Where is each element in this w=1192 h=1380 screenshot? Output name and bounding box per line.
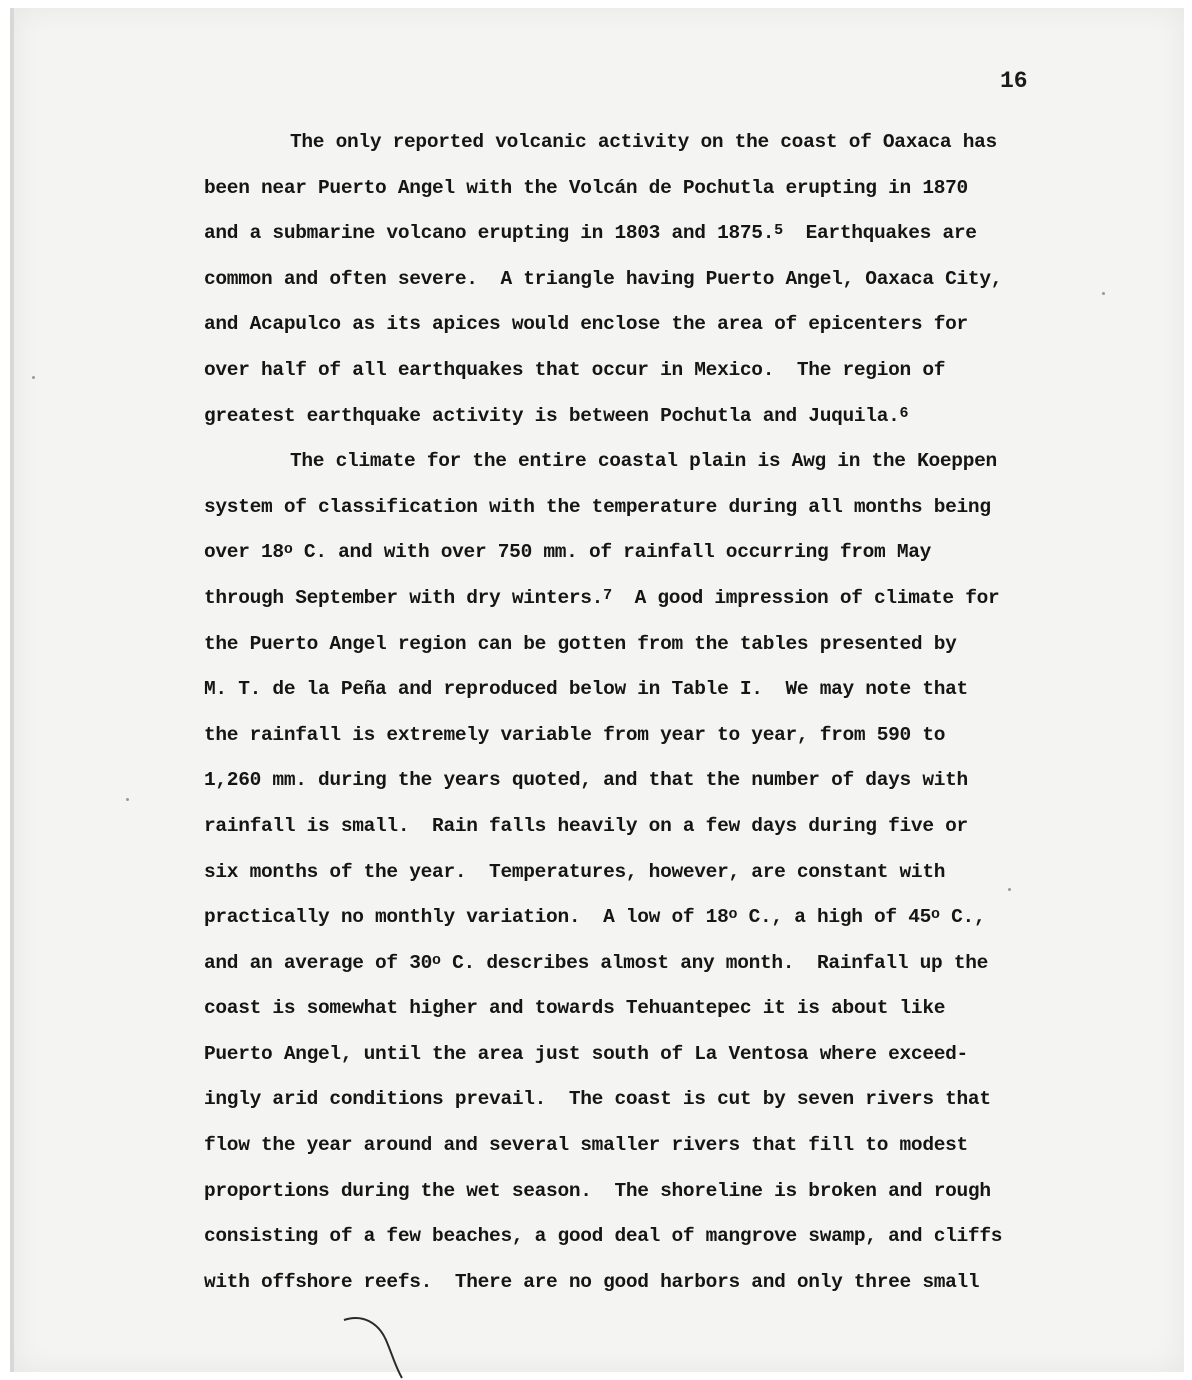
text-segment: C., [939, 906, 986, 929]
text-segment: greatest earthquake activity is between Pochutla and Juquila. [204, 404, 900, 427]
text-segment: C. describes almost any month. Rainfall up the [440, 951, 989, 974]
text-segment: and an average of 30 [204, 951, 433, 974]
text-line [204, 530, 1014, 576]
text-line: over half of all earthquakes that occur in Mexico. The region of [204, 358, 946, 381]
text-line: The only reported volcanic activity on the coast of Oaxaca has [290, 131, 997, 153]
text-segment: practically no monthly variation. A low of 18 [204, 906, 729, 929]
text-line [204, 941, 1014, 987]
text-line: coast is somewhat higher and towards Tehuantepec it is about like [204, 997, 946, 1020]
dust-speck [1102, 292, 1105, 295]
footnote-marker: 6 [899, 404, 909, 422]
degree-symbol: o [283, 541, 293, 559]
text-segment: C., a high of 45 [737, 906, 932, 929]
dust-speck [1008, 888, 1011, 891]
text-segment: C. and with over 750 mm. of rainfall occurring from May [292, 541, 932, 564]
footnote-marker: 7 [603, 586, 612, 604]
text-segment: over 18 [204, 541, 284, 564]
text-line: The climate for the entire coastal plain is Awg in the Koeppen [290, 450, 997, 473]
text-line [204, 394, 1014, 440]
text-line: Puerto Angel, until the area just south of La Ventosa where exceed- [204, 1042, 968, 1065]
text-line: flow the year around and several smaller rivers that fill to modest [204, 1134, 968, 1157]
document-page [10, 8, 1184, 1372]
pen-mark [342, 1314, 412, 1380]
text-line: system of classification with the temperature during all months being [204, 495, 991, 518]
text-line [204, 211, 1014, 257]
text-line: common and often severe. A triangle having Puerto Angel, Oaxaca City, [204, 267, 1003, 290]
dust-speck [32, 376, 35, 379]
text-line: 1,260 mm. during the years quoted, and that the number of days with [204, 769, 968, 792]
dust-speck [126, 798, 129, 801]
text-line: ingly arid conditions prevail. The coast is cut by seven rivers that [204, 1088, 991, 1111]
text-line: six months of the year. Temperatures, however, are constant with [204, 860, 946, 883]
text-line: with offshore reefs. There are no good harbors and only three small [204, 1270, 980, 1293]
text-line: consisting of a few beaches, a good deal of mangrove swamp, and cliffs [204, 1225, 1003, 1248]
text-line: and Acapulco as its apices would enclose the area of epicenters for [204, 313, 968, 336]
footnote-marker: 5 [774, 222, 783, 240]
text-line [204, 576, 1014, 622]
text-segment: Earthquakes are [782, 222, 977, 245]
text-line: the Puerto Angel region can be gotten from the tables presented by [204, 632, 957, 655]
text-line: been near Puerto Angel with the Volcán de Pochutla erupting in 1870 [204, 176, 968, 199]
degree-symbol: o [432, 951, 441, 969]
page-number: 16 [1000, 68, 1028, 94]
text-line: rainfall is small. Rain falls heavily on a few days during five or [204, 814, 968, 837]
text-line: proportions during the wet season. The shoreline is broken and rough [204, 1179, 991, 1202]
body-text [204, 120, 1014, 1305]
text-line: the rainfall is extremely variable from year to year, from 590 to [204, 723, 946, 746]
degree-symbol: o [728, 906, 738, 924]
text-segment: and a submarine volcano erupting in 1803 and 1875. [204, 222, 775, 245]
text-line [204, 895, 1014, 941]
text-segment: A good impression of climate for [611, 586, 1000, 609]
text-line: M. T. de la Peña and reproduced below in Table I. We may note that [204, 678, 968, 701]
text-segment: through September with dry winters. [204, 586, 604, 609]
degree-symbol: o [931, 906, 940, 924]
